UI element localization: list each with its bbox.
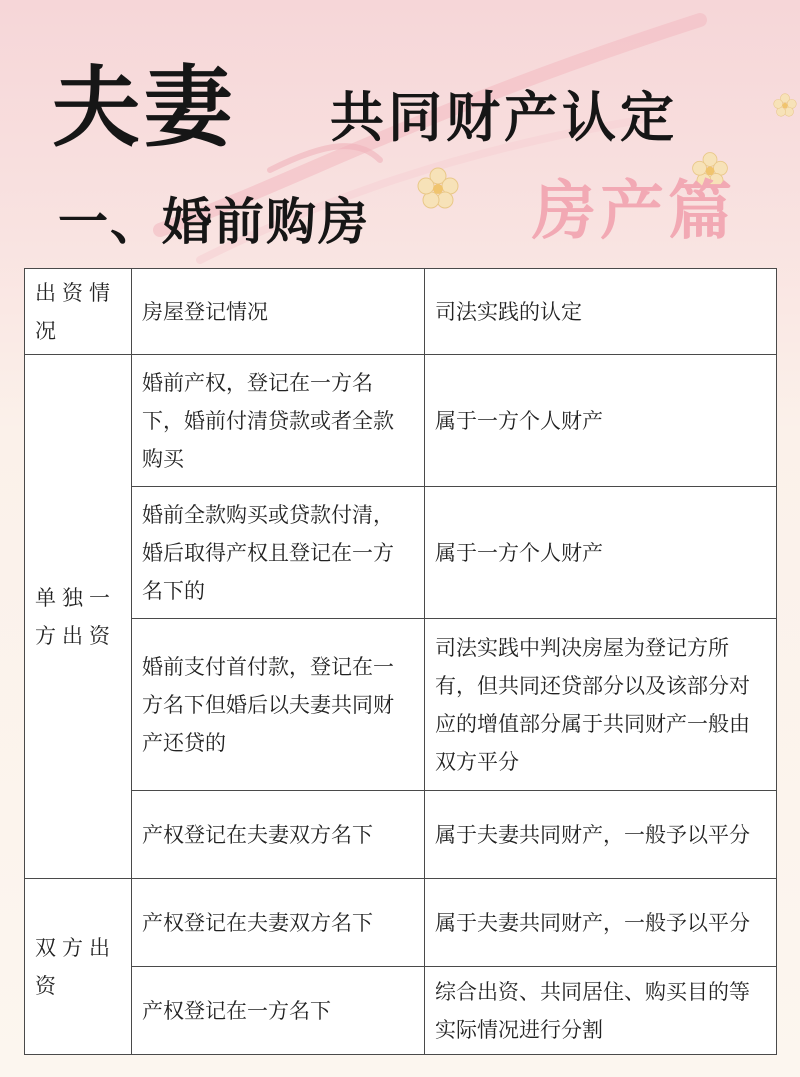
registration-cell: 产权登记在夫妻双方名下 <box>132 791 425 879</box>
ruling-cell: 综合出资、共同居住、购买目的等实际情况进行分割 <box>425 967 777 1055</box>
ruling-cell: 属于一方个人财产 <box>425 487 777 619</box>
registration-cell: 婚前支付首付款，登记在一方名下但婚后以夫妻共同财产还贷的 <box>132 619 425 791</box>
section-title: 一、婚前购房 <box>58 193 370 251</box>
table-row <box>25 879 777 967</box>
table-header-row <box>25 269 777 355</box>
flower-icon <box>415 165 461 211</box>
ruling-cell: 司法实践中判决房屋为登记方所有，但共同还贷部分以及该部分对应的增值部分属于共同财产一般由双方平分 <box>425 619 777 791</box>
registration-cell: 婚前全款购买或贷款付清，婚后取得产权且登记在一方名下的 <box>132 487 425 619</box>
registration-cell: 婚前产权，登记在一方名下，婚前付清贷款或者全款购买 <box>132 355 425 487</box>
ruling-cell: 属于夫妻共同财产，一般予以平分 <box>425 791 777 879</box>
property-ruling-table <box>24 268 777 1055</box>
contribution-cell: 单独一方出资 <box>25 355 132 879</box>
table-row <box>25 791 777 879</box>
flower-icon <box>772 92 798 118</box>
registration-cell: 产权登记在夫妻双方名下 <box>132 879 425 967</box>
contribution-cell: 双方出资 <box>25 879 132 1055</box>
registration-cell: 产权登记在一方名下 <box>132 967 425 1055</box>
page-title: 夫妻 <box>52 56 237 159</box>
table-row <box>25 967 777 1055</box>
header-cell: 出资情况 <box>25 269 132 355</box>
table-row <box>25 619 777 791</box>
header-cell: 司法实践的认定 <box>425 269 777 355</box>
ruling-cell: 属于一方个人财产 <box>425 355 777 487</box>
ruling-cell: 属于夫妻共同财产，一般予以平分 <box>425 879 777 967</box>
page-subtitle: 共同财产认定 <box>330 86 678 149</box>
category-tag: 房产篇 <box>532 175 736 249</box>
header-cell: 房屋登记情况 <box>132 269 425 355</box>
table-row <box>25 355 777 487</box>
table-row <box>25 487 777 619</box>
